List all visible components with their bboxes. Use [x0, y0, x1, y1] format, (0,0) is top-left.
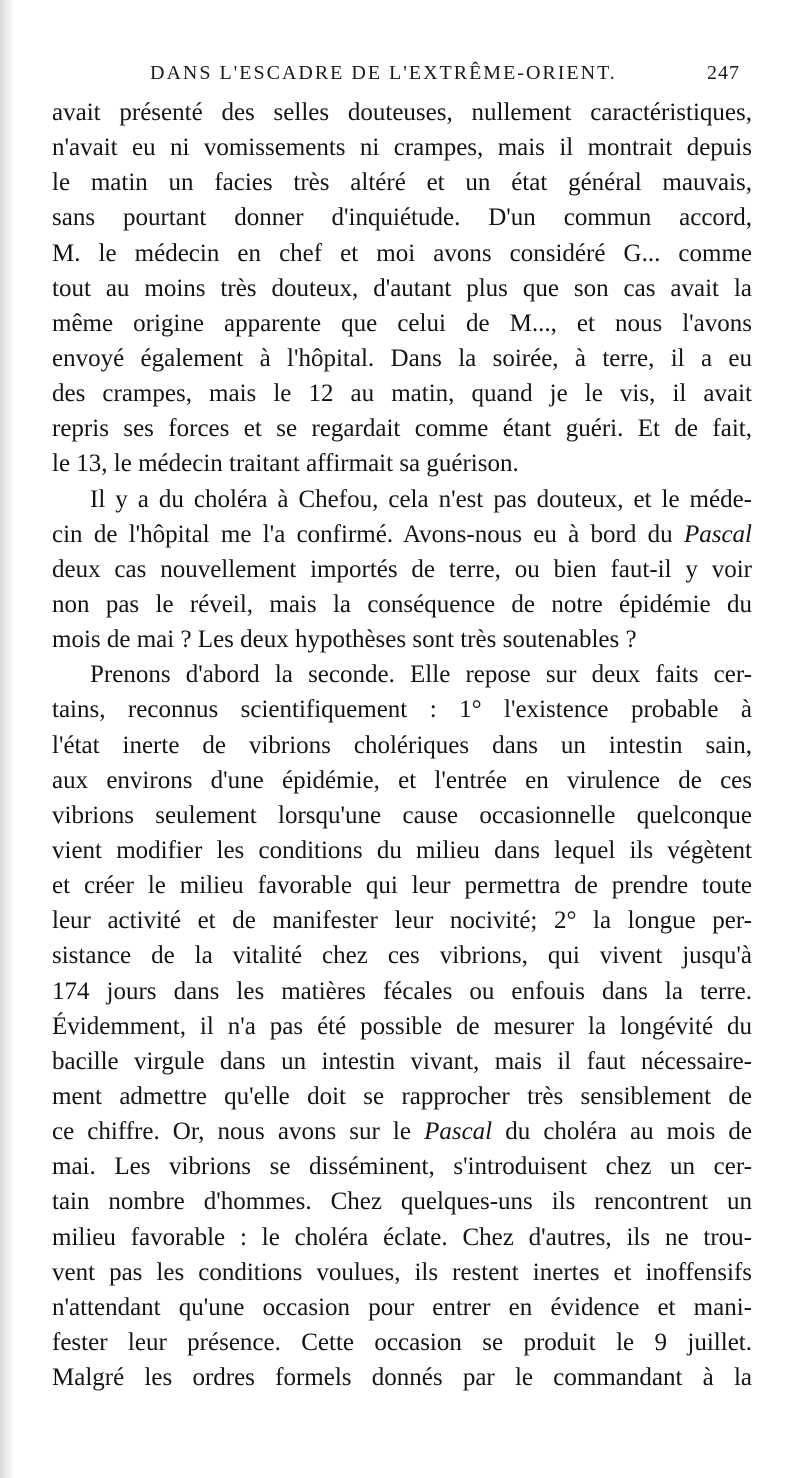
text-line: l'état inerte de vibrions cholériques dans un intestin sain,: [52, 731, 752, 759]
text-line: tain nombre d'hommes. Chez quelques-uns ils rencontrent un: [52, 1188, 752, 1216]
text-line: tout au moins très douteux, d'autant plus que son cas avait la: [52, 274, 752, 302]
text-line: avait présenté des selles douteuses, nullement caractéristiques,: [52, 99, 752, 126]
text-line: Évidemment, il n'a pas été possible de mesurer la longévité du: [52, 1012, 752, 1040]
text-line: vent pas les conditions voulues, ils restent inertes et inoffensifs: [52, 1258, 752, 1286]
text-line: leur activité et de manifester leur nocivité; 2° la longue per-: [52, 907, 752, 935]
text-line: milieu favorable : le choléra éclate. Chez d'autres, ils ne trou-: [52, 1223, 752, 1251]
page-number: 247: [707, 62, 740, 84]
text-line: tains, reconnus scientifiquement : 1° l'existence probable à: [52, 696, 752, 724]
text-line: fester leur présence. Cette occasion se produit le 9 juillet.: [52, 1328, 752, 1356]
text-line: envoyé également à l'hôpital. Dans la soirée, à terre, il a eu: [52, 344, 752, 372]
text-line: sistance de la vitalité chez ces vibrions, qui vivent jusqu'à: [52, 942, 752, 970]
text-line: non pas le réveil, mais la conséquence de notre épidémie du: [52, 590, 752, 618]
text-line: Il y a du choléra à Chefou, cela n'est pas douteux, et le méde-: [90, 485, 752, 513]
text-line: sans pourtant donner d'inquiétude. D'un commun accord,: [52, 204, 752, 232]
text-line: M. le médecin en chef et moi avons considéré G... comme: [52, 239, 752, 267]
text-line: mois de mai ? Les deux hypothèses sont très soutenables ?: [52, 626, 637, 654]
text-line: Malgré les ordres formels donnés par le commandant à la: [52, 1364, 752, 1392]
text-line: des crampes, mais le 12 au matin, quand je le vis, il avait: [52, 380, 752, 408]
text-line: aux environs d'une épidémie, et l'entrée en virulence de ces: [52, 766, 752, 794]
text-line: le 13, le médecin traitant affirmait sa guérison.: [52, 450, 519, 478]
text-line: ce chiffre. Or, nous avons sur le Pascal du choléra au mois de: [52, 1118, 752, 1146]
running-header: [150, 62, 740, 92]
text-line: n'avait eu ni vomissements ni crampes, mais il montrait depuis: [52, 134, 752, 162]
text-line: et créer le milieu favorable qui leur permettra de prendre toute: [52, 872, 752, 900]
text-line: Prenons d'abord la seconde. Elle repose sur deux faits cer-: [90, 661, 752, 689]
text-line: vibrions seulement lorsqu'une cause occasionnelle quelconque: [52, 801, 752, 829]
text-line: n'attendant qu'une occasion pour entrer en évidence et mani-: [52, 1293, 752, 1321]
text-line: 174 jours dans les matières fécales ou enfouis dans la terre.: [52, 977, 752, 1005]
text-line: le matin un facies très altéré et un état général mauvais,: [52, 169, 752, 197]
text-line: deux cas nouvellement importés de terre, ou bien faut-il y voir: [52, 555, 752, 583]
text-line: mai. Les vibrions se disséminent, s'introduisent chez un cer-: [52, 1153, 752, 1181]
running-title: DANS L'ESCADRE DE L'EXTRÊME-ORIENT.: [150, 62, 617, 84]
text-line: repris ses forces et se regardait comme étant guéri. Et de fait,: [52, 415, 752, 443]
text-line: même origine apparente que celui de M..., et nous l'avons: [52, 309, 752, 337]
text-line: vient modifier les conditions du milieu dans lequel ils végètent: [52, 836, 752, 864]
text-line: cin de l'hôpital me l'a confirmé. Avons-nous eu à bord du Pascal: [52, 520, 752, 548]
text-line: ment admettre qu'elle doit se rapprocher très sensiblement de: [52, 1082, 752, 1110]
body-text: [52, 95, 752, 1395]
page-edge-shadow: [0, 0, 14, 1478]
text-line: bacille virgule dans un intestin vivant, mais il faut nécessaire-: [52, 1047, 752, 1075]
